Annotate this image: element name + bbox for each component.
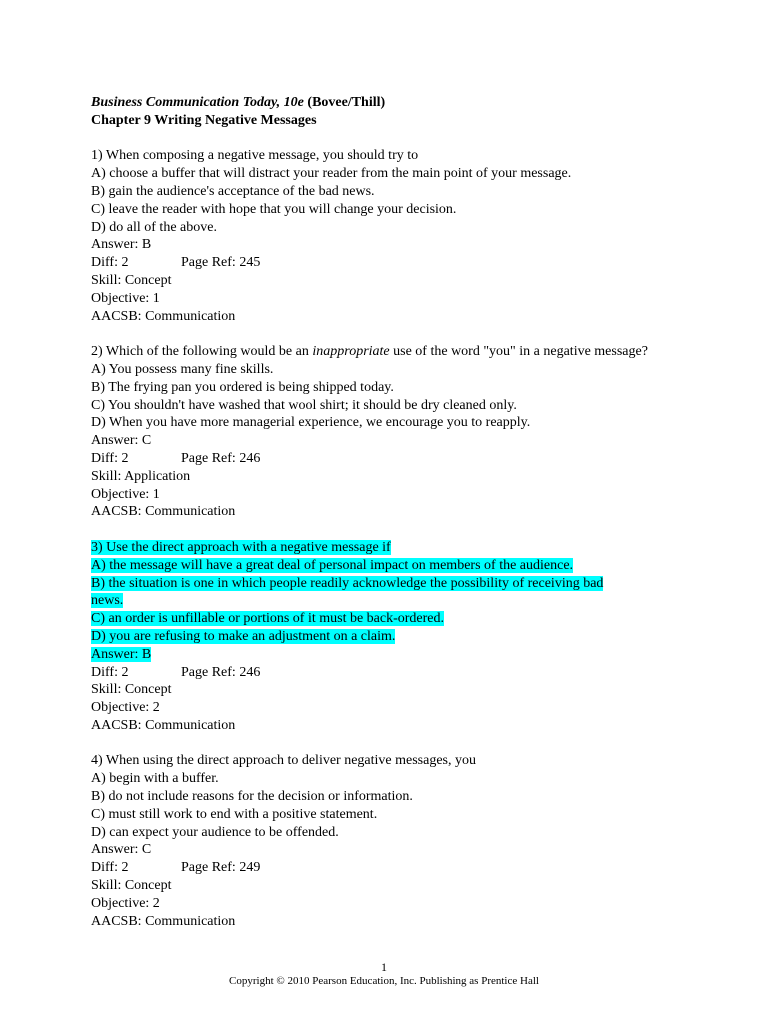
page-ref: Page Ref: 245 (181, 255, 261, 271)
book-authors: (Bovee/Thill) (303, 95, 386, 110)
question-2 (91, 343, 651, 521)
answer: Answer: B (91, 237, 152, 253)
question-stem: 4) When using the direct approach to deliver negative messages, you (91, 753, 477, 769)
difficulty: Diff: 2 (91, 450, 129, 466)
aacsb: AACSB: Communication (91, 717, 236, 733)
diff-line (91, 254, 651, 272)
skill: Skill: Application (91, 468, 191, 484)
copyright-notice: Copyright © 2010 Pearson Education, Inc. Publishing as Prentice Hall (229, 975, 539, 987)
difficulty: Diff: 2 (91, 255, 129, 271)
page-ref: Page Ref: 246 (181, 664, 261, 680)
book-header (91, 94, 651, 112)
question-stem: 1) When composing a negative message, you should try to (91, 148, 419, 164)
page-ref: Page Ref: 246 (181, 450, 261, 466)
question-4 (91, 752, 651, 930)
answer: Answer: C (91, 433, 152, 449)
option-c: C) an order is unfillable or portions of it must be back-ordered. (91, 611, 445, 627)
difficulty: Diff: 2 (91, 664, 129, 680)
option-c: C) leave the reader with hope that you will change your decision. (91, 201, 457, 217)
skill: Skill: Concept (91, 878, 172, 894)
aacsb: AACSB: Communication (91, 504, 236, 520)
book-title: Business Communication Today, 10e (91, 95, 304, 110)
answer: Answer: C (91, 842, 152, 858)
objective: Objective: 2 (91, 700, 160, 716)
question-stem (91, 343, 651, 361)
option-d: D) do all of the above. (91, 219, 217, 235)
option-b: B) the situation is one in which people readily acknowledge the possibility of receiving bad (91, 575, 604, 591)
objective: Objective: 1 (91, 290, 160, 306)
page-number: 1 (381, 960, 387, 974)
option-a: A) begin with a buffer. (91, 771, 219, 787)
document-page (91, 94, 651, 930)
difficulty: Diff: 2 (91, 860, 129, 876)
option-b-continued: news. (91, 593, 124, 609)
answer: Answer: B (91, 646, 152, 662)
objective: Objective: 2 (91, 895, 160, 911)
option-b: B) gain the audience's acceptance of the bad news. (91, 183, 375, 199)
option-a: A) the message will have a great deal of personal impact on members of the audience. (91, 557, 574, 573)
chapter-title: Chapter 9 Writing Negative Messages (91, 112, 317, 128)
question-1 (91, 147, 651, 325)
option-a: A) choose a buffer that will distract your reader from the main point of your message. (91, 166, 572, 182)
page-ref: Page Ref: 249 (181, 860, 261, 876)
skill: Skill: Concept (91, 272, 172, 288)
aacsb: AACSB: Communication (91, 913, 236, 929)
option-c: C) You shouldn't have washed that wool shirt; it should be dry cleaned only. (91, 397, 517, 413)
option-d: D) you are refusing to make an adjustment on a claim. (91, 628, 396, 644)
diff-line (91, 664, 651, 682)
question-stem: 3) Use the direct approach with a negative message if (91, 539, 391, 555)
option-b: B) The frying pan you ordered is being shipped today. (91, 379, 394, 395)
stem-emphasis: inappropriate (312, 344, 390, 360)
option-a: A) You possess many fine skills. (91, 361, 274, 377)
aacsb: AACSB: Communication (91, 308, 236, 324)
stem-text: use of the word "you" in a negative message? (389, 344, 648, 360)
diff-line (91, 859, 651, 877)
question-3 (91, 539, 651, 735)
option-d: D) When you have more managerial experience, we encourage you to reapply. (91, 415, 531, 431)
option-c: C) must still work to end with a positive statement. (91, 806, 378, 822)
stem-text: 2) Which of the following would be an (91, 344, 313, 360)
skill: Skill: Concept (91, 682, 172, 698)
option-b: B) do not include reasons for the decision or information. (91, 789, 413, 805)
option-d: D) can expect your audience to be offended. (91, 824, 339, 840)
objective: Objective: 1 (91, 486, 160, 502)
diff-line (91, 450, 651, 468)
